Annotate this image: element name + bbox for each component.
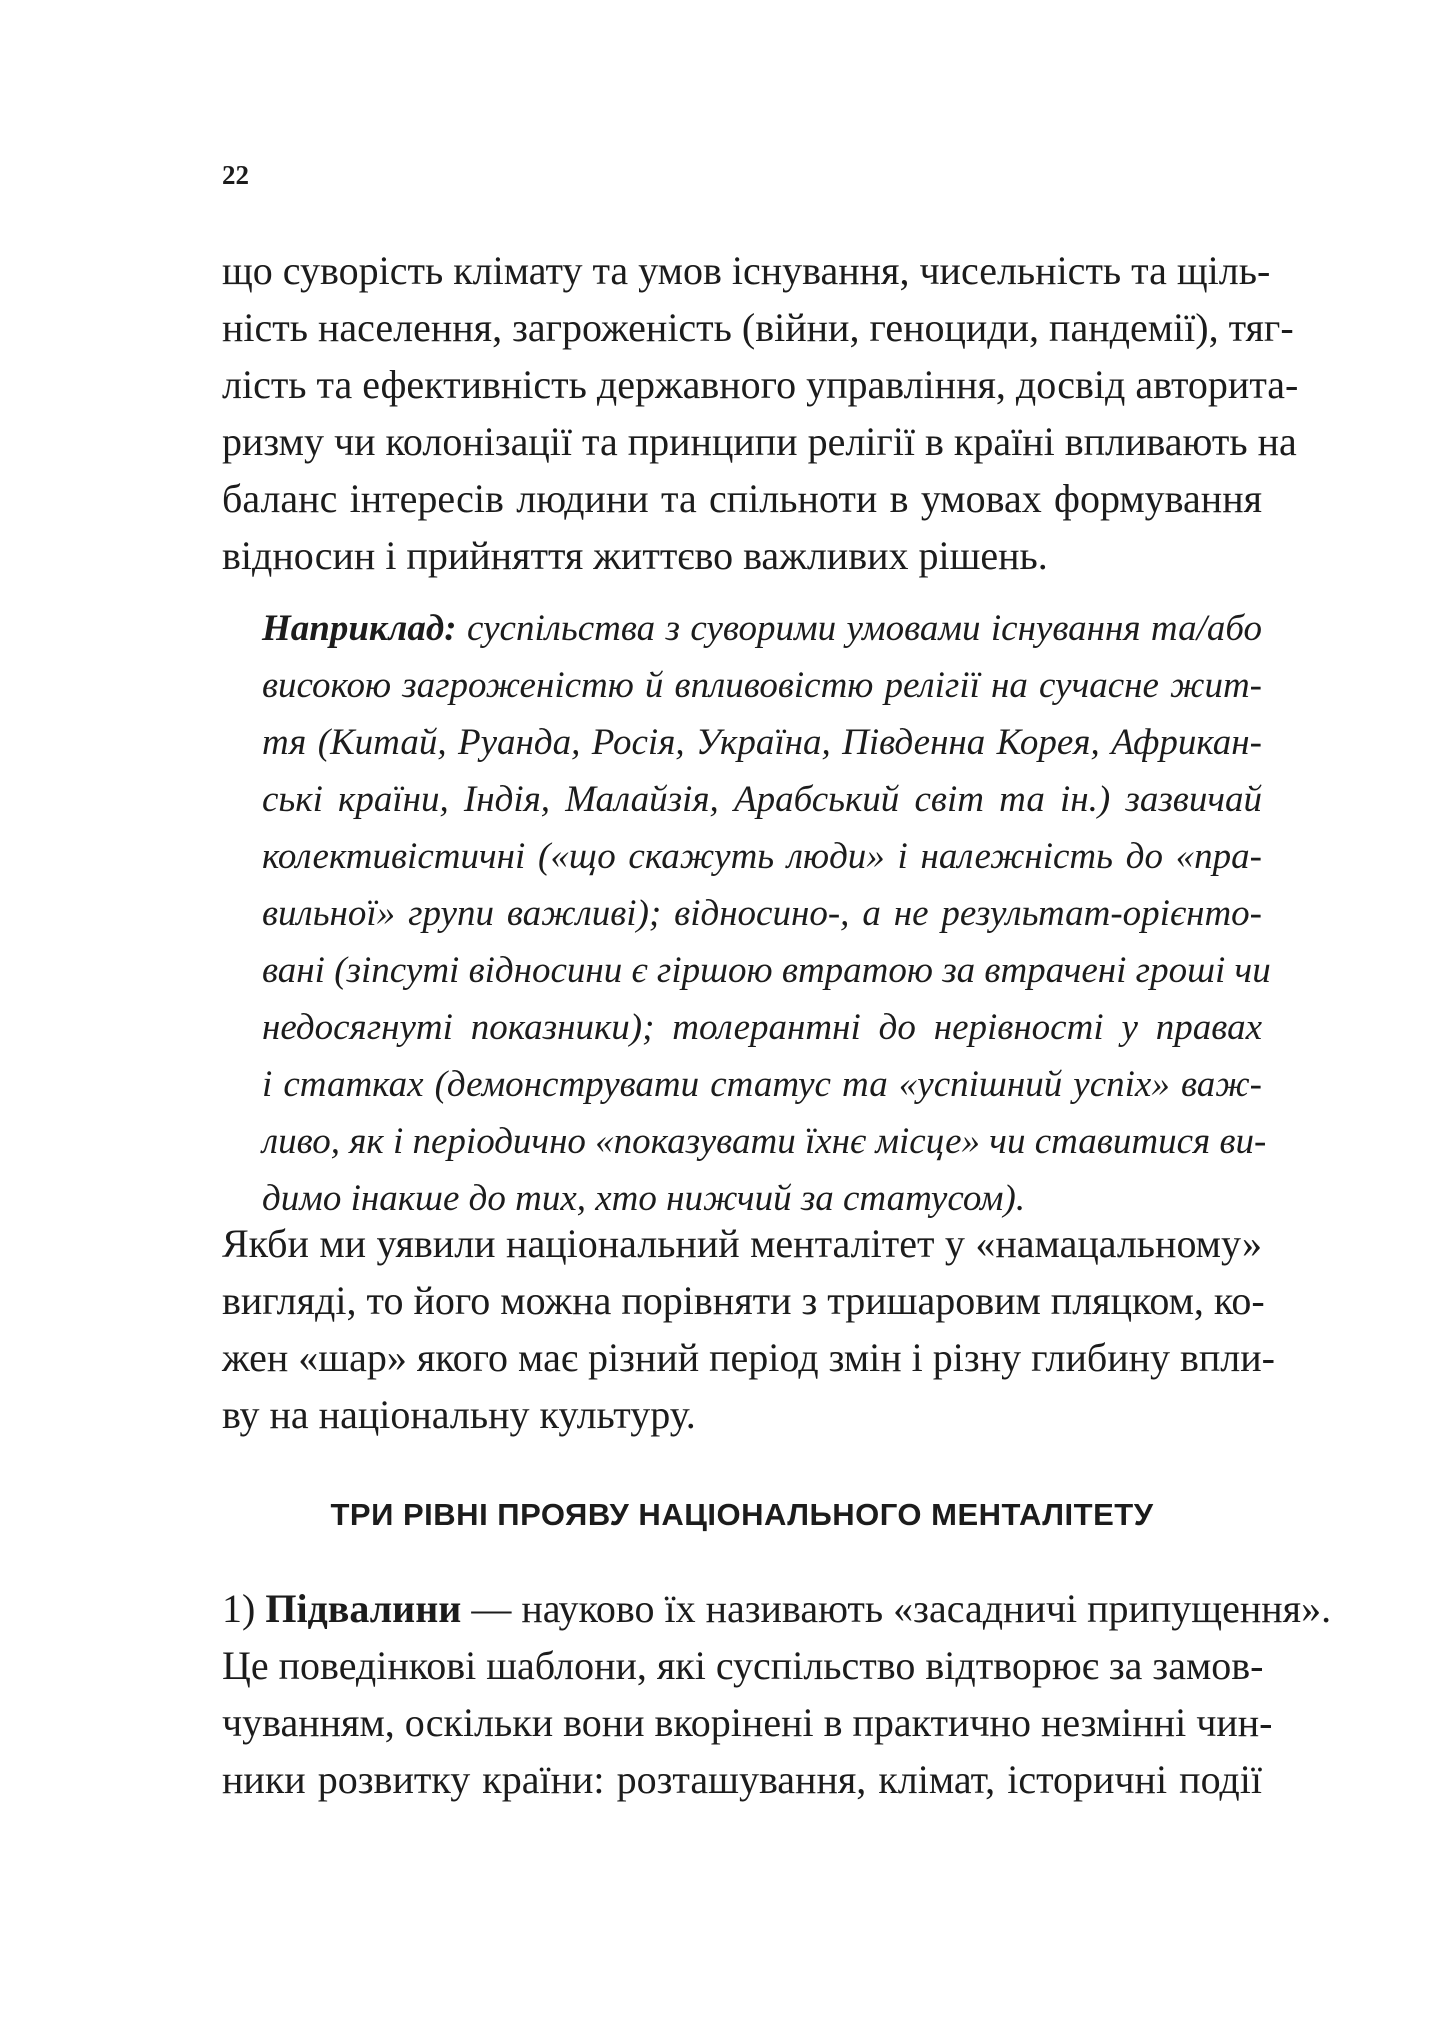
paragraph-line: Якби ми уявили національний менталітет у «намацальному» xyxy=(222,1221,1262,1266)
paragraph-line: чуванням, оскільки вони вкорінені в практично незмінні чин- xyxy=(222,1700,1273,1745)
example-block xyxy=(262,600,1271,1227)
paragraph-line: Це поведінкові шаблони, які суспільство відтворює за замов- xyxy=(222,1643,1264,1688)
example-label: Наприклад: xyxy=(262,608,457,649)
paragraph-line: відносин і прийняття життєво важливих рішень. xyxy=(222,533,1048,578)
list-number: 1) xyxy=(222,1586,266,1631)
paragraph-first-line xyxy=(222,1580,1332,1637)
paragraph-line: ризму чи колонізації та принципи релігії в країні впливають на xyxy=(222,419,1297,464)
paragraph-line: вигляді, то його можна порівняти з тришаровим пляцком, ко- xyxy=(222,1278,1265,1323)
paragraph-first-line-text: — науково їх називають «засадничі припущення». xyxy=(461,1586,1332,1631)
paragraph-1 xyxy=(222,242,1299,584)
example-line: ські країни, Індія, Малайзія, Арабський світ та ін.) зазвичай xyxy=(262,779,1262,820)
paragraph-line: що суворість клімату та умов існування, чисельність та щіль- xyxy=(222,248,1271,293)
paragraph-line: ність населення, загроженість (війни, геноциди, пандемії), тяг- xyxy=(222,305,1294,350)
term: Підвалини xyxy=(265,1586,462,1631)
section-heading: ТРИ РІВНІ ПРОЯВУ НАЦІОНАЛЬНОГО МЕНТАЛІТЕТУ xyxy=(330,1497,1154,1532)
example-line: недосягнуті показники); толерантні до нерівності у правах xyxy=(262,1007,1262,1048)
paragraph-line: баланс інтересів людини та спільноти в умовах формування xyxy=(222,476,1262,521)
example-line: і статках (демонструвати статус та «успішний успіх» важ- xyxy=(262,1064,1262,1105)
example-first-line-text: суспільства з суворими умовами існування та/або xyxy=(456,608,1262,649)
paragraph-line: ники розвитку країни: розташування, клімат, історичні події xyxy=(222,1757,1262,1802)
example-line: димо інакше до тих, хто нижчий за статусом). xyxy=(262,1178,1026,1219)
page-number: 22 xyxy=(222,160,249,190)
example-line: вильної» групи важливі); відносино-, а не результат-орієнто- xyxy=(262,893,1262,934)
paragraph-line: лість та ефективність державного управління, досвід авторита- xyxy=(222,362,1299,407)
example-line: колективістичні («що скажуть люди» і належність до «пра- xyxy=(262,836,1262,877)
example-line: вані (зіпсуті відносини є гіршою втратою за втрачені гроші чи xyxy=(262,950,1271,991)
paragraph-line: ву на національну культуру. xyxy=(222,1392,696,1437)
paragraph-line: жен «шар» якого має різний період змін і різну глибину впли- xyxy=(222,1335,1275,1380)
example-line: високою загроженістю й впливовістю релігії на сучасне жит- xyxy=(262,665,1262,706)
paragraph-3 xyxy=(222,1580,1332,1808)
example-first-line xyxy=(262,600,1262,657)
paragraph-2 xyxy=(222,1215,1275,1443)
example-line: ливо, як і періодично «показувати їхнє місце» чи ставитися ви- xyxy=(262,1121,1267,1162)
example-line: тя (Китай, Руанда, Росія, Україна, Південна Корея, Африкан- xyxy=(262,722,1262,763)
